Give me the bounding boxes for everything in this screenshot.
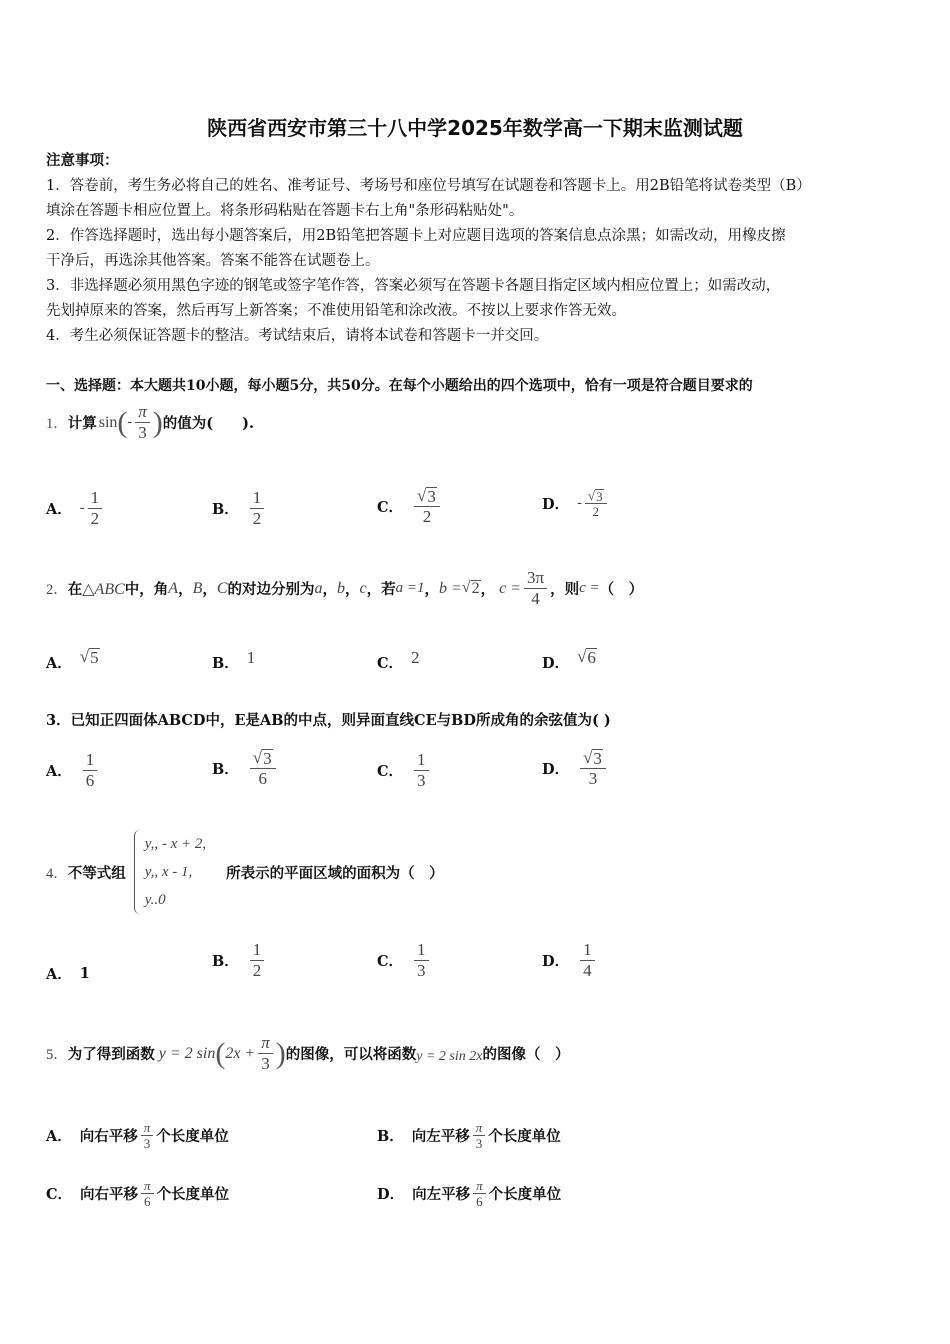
notice-line: 3．非选择题必须用黑色字迹的钢笔或签字笔作答，答案必须写在答题卡各题目指定区域内相应位置上；如需改动， <box>46 278 781 294</box>
option-1d[interactable]: D． - √ 3 2 <box>542 488 610 519</box>
paren-left: ( <box>117 405 128 439</box>
option-5d[interactable]: D． 向左平移 $\frac{\pi}{6}$ 个长度单位 <box>377 1178 562 1209</box>
question-text: 的值为( ). <box>162 415 255 432</box>
option-2c[interactable]: C． 2 <box>377 647 420 672</box>
notice-line: 干净后，再选涂其他答案。答案不能答在试题卷上。 <box>46 253 380 269</box>
fraction: $\frac{\pi}{3}$ <box>135 402 150 443</box>
question-text: 计算 <box>67 415 97 432</box>
question-2: 2． 在 △ABC 中，角 A ， B ， C 的对边分别为 a ， b ， c ，若 a =1 ， b = √ 2 ， c = $\frac{3\pi}{4}$ ，则 c = （ ） <box>46 568 644 608</box>
option-2a[interactable]: A． √ 5 <box>46 646 99 672</box>
notice-heading: 注意事项： <box>46 152 119 169</box>
option-1c[interactable]: C． √ 3 2 <box>377 486 443 527</box>
option-3b[interactable]: B． √ 3 6 <box>212 748 279 789</box>
page-title: 陕西省西安市第三十八中学2025年数学高一下期末监测试题 <box>207 116 743 140</box>
option-3c[interactable]: C． $\frac{1}{3}$ <box>377 750 432 791</box>
option-4c[interactable]: C． $\frac{1}{3}$ <box>377 940 432 981</box>
question-number: 1． <box>46 416 68 432</box>
question-number: 2． <box>46 582 68 598</box>
option-3d[interactable]: D． √ 3 3 <box>542 748 609 789</box>
question-number: 5． <box>46 1047 68 1063</box>
math-sin: sin <box>98 413 118 431</box>
question-number: 4． <box>46 865 68 882</box>
option-3a[interactable]: A． $\frac{1}{6}$ <box>46 750 100 791</box>
option-5b[interactable]: B． 向左平移 $\frac{\pi}{3}$ 个长度单位 <box>377 1120 561 1151</box>
question-3: 3．已知正四面体ABCD中，E是AB的中点，则异面直线CE与BD所成角的余弦值为( ) <box>46 712 611 729</box>
option-2d[interactable]: D． √ 6 <box>542 646 596 672</box>
inequality-system: y,, - x + 2, y,, x - 1, y..0 <box>134 830 206 914</box>
question-5: 5． 为了得到函数 y = 2 sin ( 2x + $\frac{\pi}{3}$ ) 的图像，可以将函数 y = 2 sin 2x 的图像（ ） <box>46 1033 570 1073</box>
paren-right: ) <box>152 405 163 439</box>
option-5a[interactable]: A． 向右平移 $\frac{\pi}{3}$ 个长度单位 <box>46 1120 229 1151</box>
notice-line: 4．考生必须保证答题卡的整洁。考试结束后，请将本试卷和答题卡一并交回。 <box>46 328 549 344</box>
section-heading: 一、选择题：本大题共10小题，每小题5分，共50分。在每个小题给出的四个选项中，恰有一项是符合题目要求的 <box>46 378 753 394</box>
option-4a[interactable]: A． 1 <box>46 965 90 983</box>
notice-line: 填涂在答题卡相应位置上。将条形码粘贴在答题卡右上角"条形码粘贴处"。 <box>46 203 524 219</box>
option-4d[interactable]: D． $\frac{1}{4}$ <box>542 940 598 981</box>
notice-line: 先划掉原来的答案，然后再写上新答案；不准使用铅笔和涂改液。不按以上要求作答无效。 <box>46 303 626 319</box>
option-2b[interactable]: B． 1 <box>212 647 256 672</box>
math-sign: - <box>127 414 133 430</box>
option-4b[interactable]: B． $\frac{1}{2}$ <box>212 940 267 981</box>
question-4: 4． 不等式组 y,, - x + 2, y,, x - 1, y..0 所表示的平面区域的面积为（ ） <box>46 830 444 914</box>
option-5c[interactable]: C． 向右平移 $\frac{\pi}{6}$ 个长度单位 <box>46 1178 230 1209</box>
notice-line: 2．作答选择题时，选出每小题答案后，用2B铅笔把答题卡上对应题目选项的答案信息点涂黑；如需改动，用橡皮擦 <box>46 228 786 244</box>
question-1 <box>46 402 254 443</box>
notice-line: 1．答卷前，考生务必将自己的姓名、准考证号、考场号和座位号填写在试题卷和答题卡上。用2B铅笔将试卷类型（B） <box>46 178 811 194</box>
option-1a[interactable]: A． - $\frac{1}{2}$ <box>46 488 105 529</box>
option-1b[interactable]: B． $\frac{1}{2}$ <box>212 488 267 529</box>
